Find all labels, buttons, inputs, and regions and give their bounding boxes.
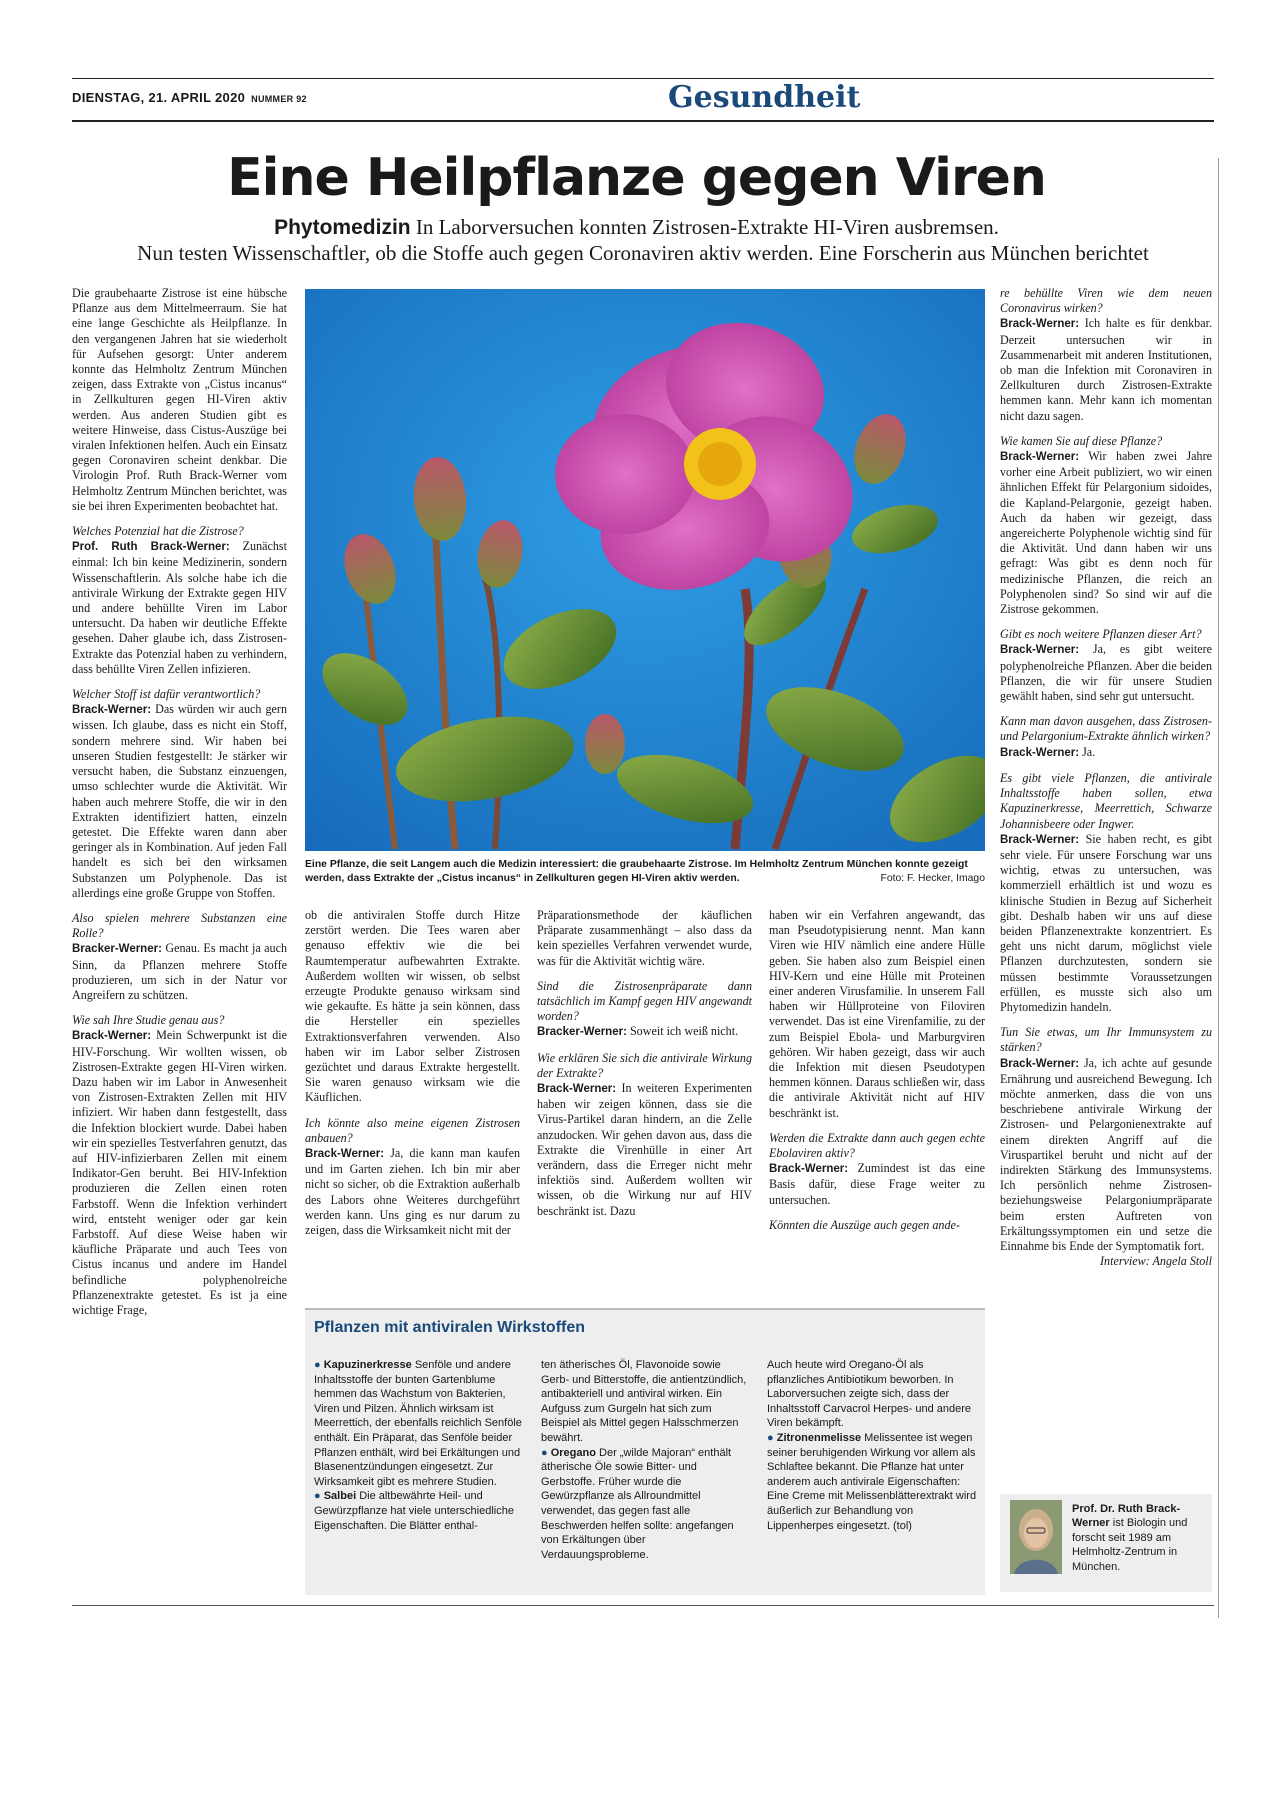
answer: Zunächst einmal: Ich bin keine Medizinerin, sondern Wissenschaftlerin. Als solche habe ich die antivirale Wirkung der Extrakte gegen HIV und andere behüllte Viren im Labor untersucht. Da haben wir deutliche Effekte gesehen. Daher glaube ich, dass Zistrosen-Extrakte das Potenzial haben zu verhindern, dass behüllte Viren Zellen infizieren. xyxy=(72,539,287,676)
question: Welches Potenzial hat die Zistrose? xyxy=(72,524,244,539)
plant-name: Oregano xyxy=(550,1446,596,1459)
deck-line-2: Nun testen Wissenschaftler, ob die Stoffe auch gegen Coronaviren aktiv werden. Eine Forscherin aus München berichtet xyxy=(137,241,1149,265)
qa-block xyxy=(1000,714,1212,761)
deck-line-1 xyxy=(0,215,1273,240)
answer: In weiteren Experimenten haben wir zeigen können, dass sie die Virus-Partikel daran hindern, an die Zelle anzudocken. Wir gehen davon aus, dass die Extrakte die Virenhülle in einer Art verändern, dass die Erreger nicht mehr infektiös sind. Außerdem wollten wir wissen, ob die Wirkung nur auf HIV beschränkt ist. Dazu xyxy=(537,1081,752,1218)
kicker: Phytomedizin xyxy=(274,216,411,239)
speaker: Brack-Werner: xyxy=(72,704,152,717)
qa-block xyxy=(72,911,287,1003)
qa-block xyxy=(305,1116,520,1239)
paragraph: ob die antiviralen Stoffe durch Hitze zerstört werden. Die Tees waren aber genauso effektiv wie die bei Raumtemperatur aufbewahrten Extrakte. Außerdem wollten wir wissen, ob selbst erzeugte Produkte genauso wirksam sind wie gekaufte. Es hätte ja sein können, dass die Hersteller ein spezielles Extraktionsverfahren verwenden. Also haben wir im Labor selber Zistrosen gezüchtet und daraus Extrakte hergestellt. Sie waren genauso wirksam wie die Käuflichen. xyxy=(305,908,520,1105)
speaker: Brack-Werner: xyxy=(1000,318,1080,331)
plant-text: Auch heute wird Oregano-Öl als pflanzliches Antibiotikum beworben. In Laborversuchen zeigte sich, dass der Inhaltsstoff Carvacrol Herpes- und andere Viren bekämpft. xyxy=(767,1359,972,1430)
info-box-column-2 xyxy=(541,1358,751,1562)
qa-block xyxy=(72,687,287,901)
paragraph: haben wir ein Verfahren angewandt, das man Pseudotypisierung nennt. Man kann Viren wie HIV nämlich eine andere Hülle geben. Sie haben also zum Beispiel einen HIV-Kern und eine Hülle mit Proteinen einer anderen Virusfamilie. In unserem Fall haben wir Hüllproteine von Filoviren verwendet. Das ist eine Virenfamilie, zu der zum Beispiel Ebola- und Marburgviren gehören. Wir haben gezeigt, dass wir auch die Infektion mit diesen Pseudotypen hemmen können. Daraus schließen wir, dass die antivirale Aktivität nicht auf HIV beschränkt ist. xyxy=(769,908,985,1120)
answer: Ja, die kann man kaufen und im Garten ziehen. Ich bin mir aber nicht so sicher, ob die Extraktion außerhalb des Labors ohne Weiteres durchgeführt werden kann. Uns ging es nur darum zu zeigen, dass die Wirksamkeit nicht mit der xyxy=(305,1146,520,1238)
answer: Mein Schwerpunkt ist die HIV-Forschung. Wir wollten wissen, ob Zistrosen-Extrakte gegen HI-Viren wirken. Dazu haben wir im Labor in Anwesenheit von Zistrosen-Extrakten Zellen mit HIV infiziert. Wir haben dann festgestellt, dass die Infektion blockiert wurde. Dabei haben wir ein spezielles Testverfahren genutzt, das auf HIV-infizierbaren Zellen mit einem Indikator-Gen beruht. Bei HIV-Infektion produzieren die Zellen einen roten Farbstoff. Wenn die Infektion verhindert wird, entsteht weniger oder gar kein Farbstoff. Auf diese Weise haben wir käufliche Präparate und auch Tees von Cistus incanus und andere im Handel befindliche polyphenolreiche Pflanzenextrakte getestet. Es ist ja eine wichtige Frage, xyxy=(72,1028,287,1317)
answer: Das würden wir auch gern wissen. Ich glaube, dass es nicht ein Stoff, sondern mehrere sind. Wir haben bei unseren Studien festgestellt: Je stärker wir versucht haben, die Substanz einzuengen, umso schlechter wurde die Aktivität. Wir haben auch mehrere Stoffe, die wir in den Extrakten identifiziert hatten, einzeln getestet. Die Effekte waren dann aber geringer als in Kombination. Auf jeden Fall handelt es sich bei den wirksamen Substanzen um Polyphenole. Das ist allerdings eine große Gruppe von Stoffen. xyxy=(72,702,287,900)
bullet-icon: ● xyxy=(314,1490,321,1503)
photo-caption xyxy=(305,858,985,886)
headline: Eine Heilpflanze gegen Viren xyxy=(227,148,1046,208)
bullet-icon: ● xyxy=(767,1431,774,1444)
qa-block xyxy=(1000,771,1212,1015)
speaker: Brack-Werner: xyxy=(1000,1057,1080,1070)
speaker: Brack-Werner: xyxy=(72,1030,152,1043)
speaker: Brack-Werner: xyxy=(537,1083,617,1096)
speaker: Bracker-Werner: xyxy=(72,943,162,956)
qa-block xyxy=(769,1131,985,1208)
question: Wie kamen Sie auf diese Pflanze? xyxy=(1000,433,1163,448)
portrait-photo xyxy=(1010,1500,1062,1574)
plant-name: Kapuzinerkresse xyxy=(323,1359,412,1371)
answer: Ja, ich achte auf gesunde Ernährung und ausreichend Bewegung. Ich möchte anmerken, dass die von uns beschriebene antivirale Wirkung der Zistrosen- und Pelargonienextrakte auf einem direkten Angriff auf die Viruspartikel beruht und nicht auf der indirekten Stärkung des Immunsystems. Ich persönlich nehme Zistrosen- beziehungsweise Pelargoniumpräparate beim ersten Auftreten von Erkältungssymptomen ein und setze die Einnahme bis Ende der Symptomatik fort. xyxy=(1000,1055,1212,1253)
question: Also spielen mehrere Substanzen eine Rolle? xyxy=(72,910,287,941)
qa-block xyxy=(1000,627,1212,704)
speaker: Prof. Ruth Brack-Werner: xyxy=(72,541,230,554)
speaker: Brack-Werner: xyxy=(1000,644,1080,657)
speaker: Brack-Werner: xyxy=(1000,746,1080,759)
qa-block xyxy=(72,524,287,677)
question: Könnten die Auszüge auch gegen ande- xyxy=(769,1217,960,1232)
question: Wie sah Ihre Studie genau aus? xyxy=(72,1013,225,1028)
question: Sind die Zistrosenpräparate dann tatsächlich im Kampf gegen HIV angewandt worden? xyxy=(537,978,752,1024)
question: Werden die Extrakte dann auch gegen echte Ebolaviren aktiv? xyxy=(769,1130,985,1161)
bio-description: ist Biologin und forscht seit 1989 am Helmholtz-Zentrum in München. xyxy=(1072,1517,1188,1573)
speaker: Brack-Werner: xyxy=(305,1148,385,1161)
speaker: Bracker-Werner: xyxy=(537,1026,627,1039)
author-bio xyxy=(1000,1494,1212,1592)
speaker: Brack-Werner: xyxy=(769,1163,849,1176)
cistus-photo xyxy=(305,289,985,851)
qa-block xyxy=(1000,434,1212,617)
photo-credit: Foto: F. Hecker, Imago xyxy=(880,873,985,884)
answer: Zumindest ist das eine Basis dafür, diese Frage weiter zu untersuchen. xyxy=(769,1161,985,1207)
qa-block xyxy=(1000,286,1212,424)
article-column-3 xyxy=(537,908,752,1229)
info-box-column-1 xyxy=(314,1358,524,1533)
plant-text: Der „wilde Majoran“ enthält ätherische Öle sowie Bitter- und Gerbstoffe. Früher wurde die Gewürzpflanze als Allroundmittel verwendet, das gegen fast alle Beschwerden helfen sollte: angefangen von Erkältungen über Verdauungsprobleme. xyxy=(541,1446,734,1561)
answer: Wir haben zwei Jahre vorher eine Arbeit publiziert, wo wir einen ähnlichen Effekt für Pelargonium sidoides, die Kapland-Pelargonie, gezeigt haben. Auch da haben wir gezeigt, dass angereicherte Polyphenole wichtig sind für die Aktivität. Und dann haben wir uns gefragt: Was gibt es denn noch für medizinische Pflanzen, die reich an Polyphenolen sind? So sind wir auf die Zistrose gekommen. xyxy=(1000,449,1212,617)
speaker: Brack-Werner: xyxy=(1000,833,1080,846)
bullet-icon: ● xyxy=(541,1446,548,1459)
section-title: Gesundheit xyxy=(668,80,861,115)
caption-text: Eine Pflanze, die seit Langem auch die Medizin interessiert: die graubehaarte Zistrose. Im Helmholtz Zentrum München konnte gezeigt werden, dass Extrakte der „Cistus incanus“ in Zellkulturen gegen HI-Viren aktiv werden. xyxy=(305,859,968,884)
plant-name: Salbei xyxy=(323,1490,357,1503)
top-rule xyxy=(72,78,1214,79)
speaker: Brack-Werner: xyxy=(1000,451,1080,464)
qa-block xyxy=(1000,1025,1212,1269)
plant-text: ten ätherisches Öl, Flavonoide sowie Gerb- und Bitterstoffe, die antientzündlich, antibakteriell und antiviral wirken. Ein Aufguss zum Gurgeln hat sich zum Beispiel als Mittel gegen Halsschmerzen bewährt. xyxy=(541,1359,747,1444)
paragraph: Präparationsmethode der käuflichen Präparate zusammenhängt – also dass da kein spezielles Verfahren verwendet wurde, was für die Aktivität wichtig wäre. xyxy=(537,908,752,968)
answer: Ich halte es für denkbar. Derzeit untersuchen wir in Zusammenarbeit mit anderen Institutionen, ob man die Infektion mit Coronaviren in Zellkulturen durch Zistrosen-Extrakte hemmen kann. Mehr kann ich momentan nicht dazu sagen. xyxy=(1000,316,1212,423)
article-column-1 xyxy=(72,286,287,1328)
article-column-2 xyxy=(305,908,520,1248)
info-box-column-3 xyxy=(767,1358,977,1533)
plant-text: Melissentee ist wegen seiner beruhigenden Wirkung vor allem als Schlaftee bekannt. Die Pflanze hat unter anderem auch antivirale Eigenschaften: Eine Creme mit Melissenblätterextrakt wird äußerlich zur Behandlung von Lippenherpes eingesetzt. (tol) xyxy=(767,1431,977,1532)
question: Ich könnte also meine eigenen Zistrosen anbauen? xyxy=(305,1115,520,1145)
answer: Soweit ich weiß nicht. xyxy=(629,1024,739,1039)
right-edge-rule xyxy=(1218,158,1219,1618)
answer: Ja, es gibt weitere polyphenolreiche Pflanzen. Aber die beiden Pflanzen, die wir für unsere Studien gewählt haben, sind sehr gut untersucht. xyxy=(1000,642,1212,704)
qa-block xyxy=(537,979,752,1041)
dateline xyxy=(72,90,307,105)
question: Welcher Stoff ist dafür verantwortlich? xyxy=(72,687,261,702)
issue-date: DIENSTAG, 21. APRIL 2020 xyxy=(72,90,246,105)
answer: Ja. xyxy=(1082,744,1096,759)
info-box-title: Pflanzen mit antiviralen Wirkstoffen xyxy=(314,1319,586,1336)
bullet-icon: ● xyxy=(314,1359,321,1371)
question: Gibt es noch weitere Pflanzen dieser Art? xyxy=(1000,627,1202,642)
qa-block xyxy=(537,1051,752,1219)
answer: Sie haben recht, es gibt sehr viele. Für unsere Forschung war uns wichtig, etwas zu untersuchen, was kommerziell erhältlich ist und wozu es klinische Studien in Bezug auf Sicherheit gibt. Deshalb haben wir uns auf diese beiden Pflanzenextrakte konzentriert. Es geht uns nicht darum, möglichst viele Pflanzen durchzutesten, sondern sie müssen bestimmte Voraussetzungen erfüllen, es musste sich also um Phytomedizin handeln. xyxy=(1000,831,1212,1014)
issue-number: NUMMER 92 xyxy=(251,94,307,104)
bio-name: Prof. Dr. Ruth Brack-Werner xyxy=(1072,1503,1181,1530)
info-box xyxy=(305,1308,985,1595)
header-rule xyxy=(72,120,1214,122)
intro-paragraph: Die graubehaarte Zistrose ist eine hübsche Pflanze aus dem Mittelmeerraum. Sie hat eine lange Geschichte als Heilpflanze. In den vergangenen Jahren hat sie wiederholt für Aufsehen gesorgt: Unter anderem konnte das Helmholtz Zentrum München zeigen, dass Extrakte von „Cistus incanus“ in Zellkulturen gegen HI-Viren aktiv werden. Aus anderen Studien gibt es weitere Hinweise, dass Cistus-Auszüge bei viralen Infektionen helfen. Auch ein Einsatz gegen Coronaviren scheint denkbar. Die Virologin Prof. Ruth Brack-Werner vom Helmholtz Zentrum München berichtet, was sie bei ihren Experimenten beobachtet hat. xyxy=(72,286,287,513)
plant-text: Senföle und andere Inhaltsstoffe der bunten Gartenblume hemmen das Wachstum von Bakterien, Viren und Pilzen. Ähnlich wirksam ist Meerrettich, der ebenfalls reichlich Senföle enthält. Ein Präparat, das Senföle beider Pflanzen enthält, wird bei Erkältungen und Blasenentzündungen eingesetzt. Zur Wirksamkeit gibt es mehrere Studien. xyxy=(314,1359,522,1488)
qa-block xyxy=(769,1218,985,1233)
question: Wie erklären Sie sich die antivirale Wirkung der Extrakte? xyxy=(537,1050,752,1080)
question: re behüllte Viren wie dem neuen Coronavirus wirken? xyxy=(1000,286,1212,316)
interview-signature: Interview: Angela Stoll xyxy=(1100,1254,1212,1269)
question: Tun Sie etwas, um Ihr Immunsystem zu stärken? xyxy=(1000,1025,1212,1055)
bottom-rule xyxy=(72,1605,1214,1606)
question: Kann man davon ausgehen, dass Zistrosen- und Pelargonium-Extrakte ähnlich wirken? xyxy=(1000,714,1212,744)
bio-text xyxy=(1072,1502,1208,1574)
article-column-5 xyxy=(1000,286,1212,1269)
question: Es gibt viele Pflanzen, die antivirale Inhaltsstoffe haben sollen, etwa Kapuzinerkresse, Meerrettich, Schwarze Johannisbeere oder Ingwer. xyxy=(1000,770,1212,831)
article-column-4 xyxy=(769,908,985,1243)
plant-name: Zitronenmelisse xyxy=(776,1431,862,1444)
plant-text: Die altbewährte Heil- und Gewürzpflanze hat viele unterschiedliche Eigenschaften. Die Blätter enthal- xyxy=(314,1490,514,1532)
deck-text-1: In Laborversuchen konnten Zistrosen-Extrakte HI-Viren ausbremsen. xyxy=(415,215,999,239)
answer: Genau. Es macht ja auch Sinn, da Pflanzen mehrere Stoffe produzieren, um sich in der Natur vor Angreifern zu schützen. xyxy=(72,941,287,1002)
qa-block xyxy=(72,1013,287,1318)
